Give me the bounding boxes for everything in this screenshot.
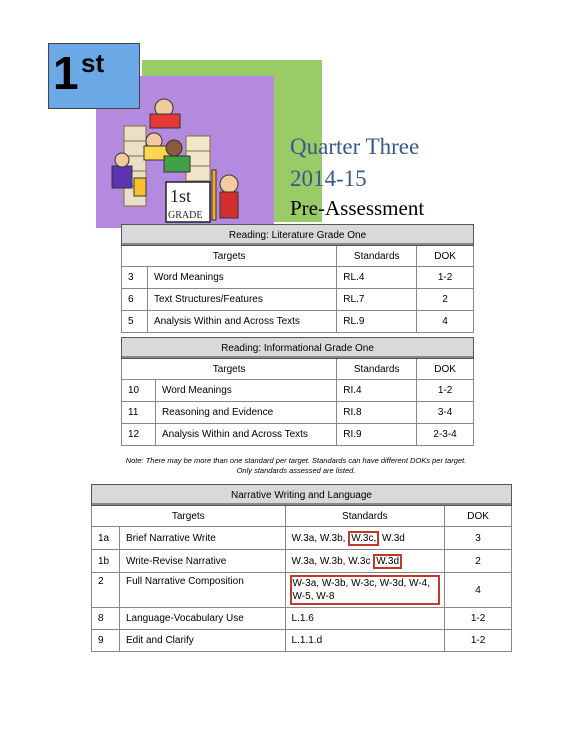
dok-value: 1-2 [417,380,474,402]
target-number: 9 [92,630,120,652]
narrative-writing-table [91,484,512,652]
target-name: Write-Revise Narrative [119,550,285,573]
table-title: Narrative Writing and Language [92,485,512,506]
target-name: Full Narrative Composition [119,573,285,608]
table-row [92,608,512,630]
reading-literature-table [121,224,474,333]
highlighted-standard: W.3d [373,554,402,569]
standard-text: W.3a, W.3b, [291,532,349,544]
dok-value: 1-2 [417,267,474,289]
dok-value: 3 [445,527,512,550]
column-header-standards: Standards [337,359,417,380]
target-number: 12 [122,424,156,446]
target-number: 8 [92,608,120,630]
column-header-dok: DOK [417,246,474,267]
table-row [122,424,474,446]
standard: RL.4 [337,267,417,289]
standard: L.1.6 [285,608,445,630]
target-number: 11 [122,402,156,424]
dok-value: 4 [445,573,512,608]
target-number: 3 [122,267,148,289]
dok-value: 3-4 [417,402,474,424]
column-header-targets: Targets [122,246,337,267]
standard [285,527,445,550]
column-header-targets: Targets [122,359,337,380]
target-name: Analysis Within and Across Texts [155,424,336,446]
standard: RI.4 [337,380,417,402]
table-row [92,550,512,573]
dok-value: 4 [417,311,474,333]
target-number: 6 [122,289,148,311]
column-header-standards: Standards [337,246,417,267]
target-number: 2 [92,573,120,608]
table-row [92,630,512,652]
dok-value: 2-3-4 [417,424,474,446]
dok-value: 1-2 [445,608,512,630]
highlighted-standard: W-3a, W-3b, W-3c, W-3d, W-4, W-5, W-8 [290,575,441,605]
target-name: Edit and Clarify [119,630,285,652]
table-row [92,573,512,608]
table-row [122,380,474,402]
target-name: Word Meanings [147,267,336,289]
column-header-dok: DOK [445,506,512,527]
standard-text: W.3d [379,532,405,544]
page-title-quarter: Quarter Three [290,134,420,159]
target-number: 10 [122,380,156,402]
standard: RI.8 [337,402,417,424]
standard: RL.7 [337,289,417,311]
target-name: Language-Vocabulary Use [119,608,285,630]
target-name: Brief Narrative Write [119,527,285,550]
table-row [122,402,474,424]
children-reading-clipart [104,86,254,226]
table-title: Reading: Informational Grade One [122,338,474,359]
page-title-years: 2014-15 [290,166,367,191]
dok-value: 2 [417,289,474,311]
table-row [122,311,474,333]
target-number: 5 [122,311,148,333]
column-header-targets: Targets [92,506,286,527]
standard-text: W.3a, W.3b, W.3c [291,555,374,567]
target-number: 1b [92,550,120,573]
dok-value: 2 [445,550,512,573]
dok-value: 1-2 [445,630,512,652]
target-name: Analysis Within and Across Texts [147,311,336,333]
grade-number: 1 [53,47,79,99]
table-row [122,289,474,311]
table-row [92,527,512,550]
table-row [122,267,474,289]
standard: RI.9 [337,424,417,446]
svg-text:1st: 1st [170,186,192,206]
page-subtitle: Pre-Assessment [290,196,425,220]
target-name: Reasoning and Evidence [155,402,336,424]
target-name: Word Meanings [155,380,336,402]
standard [285,573,445,608]
note-line-1: Note: There may be more than one standard per target. Standards can have different DOKs per target. [125,456,467,465]
standard: RL.9 [337,311,417,333]
standard [285,550,445,573]
grade-suffix: st [81,48,105,78]
table-title: Reading: Literature Grade One [122,225,474,246]
column-header-dok: DOK [417,359,474,380]
note-line-2: Only standards assessed are listed. [236,466,356,475]
reading-informational-table [121,337,474,446]
target-number: 1a [92,527,120,550]
target-name: Text Structures/Features [147,289,336,311]
highlighted-standard: W.3c, [348,531,379,546]
note-text [96,456,496,476]
standard: L.1.1.d [285,630,445,652]
svg-text:GRADE: GRADE [168,210,203,221]
column-header-standards: Standards [285,506,445,527]
